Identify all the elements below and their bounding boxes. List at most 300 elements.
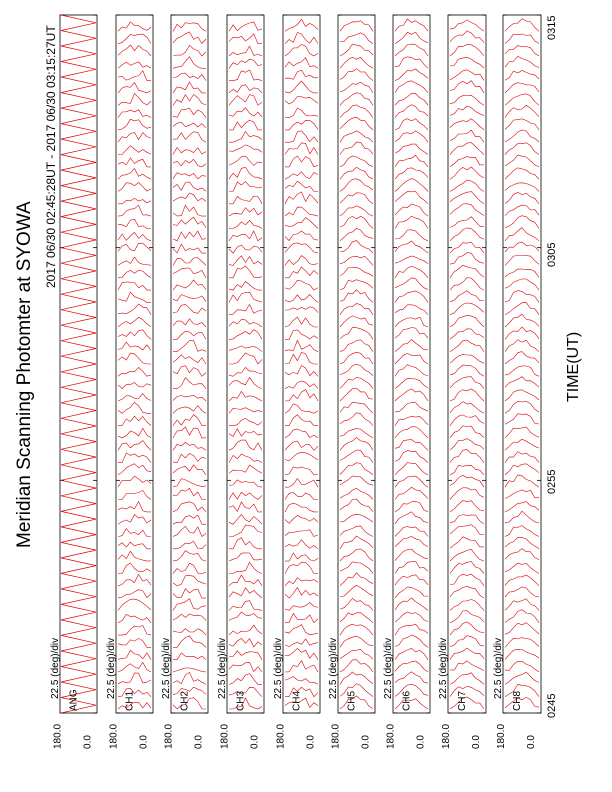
series-line xyxy=(173,73,206,81)
series-line xyxy=(173,304,206,313)
scale-label: 22.5 (deg)/div xyxy=(383,637,394,699)
series-line xyxy=(118,383,151,389)
series-line xyxy=(285,587,318,598)
series-line xyxy=(450,81,484,93)
series-line xyxy=(505,242,539,252)
y-tick-label: 180.0 xyxy=(275,723,287,749)
series-line xyxy=(340,206,373,216)
series-line xyxy=(118,219,151,228)
y-tick-label: 0.0 xyxy=(305,735,317,749)
series-line xyxy=(505,183,539,192)
series-line xyxy=(340,649,373,659)
series-line xyxy=(450,599,484,610)
series-line xyxy=(229,408,262,414)
series-line xyxy=(285,256,318,266)
series-line xyxy=(118,590,151,598)
series-line xyxy=(173,427,206,438)
series-line xyxy=(450,95,484,105)
y-tick-label: 0.0 xyxy=(138,735,150,749)
series-line xyxy=(505,563,539,573)
series-line xyxy=(118,502,151,512)
series-line xyxy=(450,439,484,451)
series-line xyxy=(340,290,373,303)
series-line xyxy=(229,168,262,180)
series-line xyxy=(395,155,428,167)
series-line xyxy=(118,257,151,265)
series-line xyxy=(395,278,428,290)
series-line xyxy=(118,233,151,241)
series-line xyxy=(505,537,539,549)
series-line xyxy=(285,120,318,130)
series-line xyxy=(285,307,318,313)
series-line xyxy=(229,256,262,266)
series-line xyxy=(395,32,428,44)
series-line xyxy=(285,562,318,573)
panel-frame xyxy=(171,15,208,713)
series-line xyxy=(118,146,151,155)
series-line xyxy=(395,451,428,463)
series-line xyxy=(505,303,539,315)
series-line xyxy=(173,453,206,462)
series-line xyxy=(173,108,206,117)
series-line xyxy=(173,502,206,512)
series-line xyxy=(340,33,373,44)
series-line xyxy=(285,503,318,512)
series-line xyxy=(340,82,373,93)
series-line xyxy=(505,427,539,438)
series-line xyxy=(229,525,262,536)
series-line xyxy=(450,661,484,671)
panel-ch2 xyxy=(171,15,208,713)
series-line xyxy=(505,216,539,229)
series-line xyxy=(285,108,318,118)
series-line xyxy=(229,319,262,327)
series-line xyxy=(340,142,373,155)
series-line xyxy=(340,340,373,352)
series-line xyxy=(285,330,318,340)
series-line xyxy=(450,488,484,500)
series-line xyxy=(173,653,206,660)
series-line xyxy=(505,599,539,611)
series-line xyxy=(229,231,262,241)
series-line xyxy=(395,661,428,672)
series-line xyxy=(173,515,206,524)
series-line xyxy=(118,394,151,401)
series-line xyxy=(450,329,484,339)
series-line xyxy=(395,305,428,315)
panel-frame xyxy=(503,15,541,713)
series-line xyxy=(229,663,262,672)
series-line xyxy=(118,198,151,204)
series-line xyxy=(450,611,484,623)
series-line xyxy=(229,368,262,377)
series-line xyxy=(229,282,262,291)
series-line xyxy=(395,291,428,302)
series-line xyxy=(285,33,318,44)
series-line xyxy=(118,453,151,463)
series-line xyxy=(450,315,484,327)
series-line xyxy=(173,396,206,402)
series-line xyxy=(395,168,428,179)
series-line xyxy=(450,291,484,302)
series-line xyxy=(229,562,262,573)
y-tick-label: 0.0 xyxy=(193,735,205,749)
series-line xyxy=(118,638,151,647)
series-line xyxy=(505,452,539,463)
series-line xyxy=(285,390,318,401)
series-line xyxy=(285,231,318,241)
series-line xyxy=(505,94,539,106)
series-line xyxy=(340,613,373,623)
series-line xyxy=(450,265,484,277)
series-line xyxy=(340,256,373,265)
series-line xyxy=(285,677,318,685)
series-line xyxy=(118,416,151,426)
series-line xyxy=(173,173,206,179)
scale-label: 22.5 (deg)/div xyxy=(493,637,504,699)
panel-ang xyxy=(60,15,97,713)
y-tick-label: 180.0 xyxy=(163,723,175,749)
scale-label: 22.5 (deg)/div xyxy=(217,637,228,699)
series-line xyxy=(285,143,318,155)
series-line xyxy=(450,20,484,32)
series-line xyxy=(173,319,206,327)
series-line xyxy=(340,69,373,81)
panel-ch6 xyxy=(393,15,430,713)
series-line xyxy=(505,366,539,376)
series-line xyxy=(450,180,484,192)
series-line xyxy=(395,365,428,377)
series-line xyxy=(505,439,539,450)
series-line xyxy=(340,526,373,536)
series-line xyxy=(173,280,206,290)
series-line xyxy=(340,672,373,684)
series-line xyxy=(505,143,539,155)
x-tick-label: 0255 xyxy=(546,469,558,494)
series-line xyxy=(505,526,539,537)
series-line xyxy=(118,599,151,610)
series-line xyxy=(229,625,262,635)
series-line xyxy=(229,480,262,487)
series-line xyxy=(340,57,373,68)
series-line xyxy=(340,241,373,254)
panel-label: CH2 xyxy=(179,690,191,711)
series-line xyxy=(118,441,151,451)
series-line xyxy=(229,156,262,165)
series-line xyxy=(395,57,428,69)
series-line xyxy=(505,119,539,130)
series-line xyxy=(173,122,206,127)
series-line xyxy=(173,366,206,377)
series-line xyxy=(450,31,484,43)
series-line xyxy=(340,93,373,106)
series-line xyxy=(229,221,262,229)
series-line xyxy=(340,636,373,647)
series-line xyxy=(118,402,151,413)
panel-ch8 xyxy=(503,15,541,713)
series-line xyxy=(505,511,539,523)
series-line xyxy=(505,490,539,499)
panel-frame xyxy=(448,15,486,713)
panel-ch5 xyxy=(338,15,375,713)
panel-label: CH7 xyxy=(457,690,469,711)
series-line xyxy=(450,537,484,549)
series-line xyxy=(340,21,373,32)
series-line xyxy=(505,168,539,179)
series-line xyxy=(395,81,428,93)
series-line xyxy=(340,488,373,499)
series-line xyxy=(118,515,151,525)
y-tick-label: 180.0 xyxy=(330,723,342,749)
series-line xyxy=(505,475,539,487)
series-line xyxy=(173,148,206,155)
series-line xyxy=(450,217,484,228)
chart-subtitle: 2017 06/30 02:45:28UT - 2017 06/30 03:15:27UT xyxy=(44,25,58,288)
series-line xyxy=(340,352,373,364)
series-line xyxy=(229,377,262,388)
series-line xyxy=(450,340,484,352)
series-line xyxy=(285,156,318,167)
series-line xyxy=(118,22,151,32)
series-line xyxy=(61,15,96,713)
series-line xyxy=(395,403,428,412)
series-line xyxy=(229,674,262,685)
y-tick-label: 180.0 xyxy=(495,723,507,749)
series-line xyxy=(285,131,318,142)
series-line xyxy=(450,501,484,512)
series-line xyxy=(450,562,484,574)
series-line xyxy=(229,266,262,278)
series-line xyxy=(450,278,484,291)
series-line xyxy=(450,242,484,253)
series-line xyxy=(173,415,206,426)
series-line xyxy=(395,624,428,635)
series-line xyxy=(118,367,151,376)
series-line xyxy=(340,536,373,549)
series-line xyxy=(340,179,373,192)
series-line xyxy=(505,352,539,364)
series-line xyxy=(229,418,262,425)
series-line xyxy=(118,183,151,192)
series-line xyxy=(450,130,484,142)
series-line xyxy=(505,587,539,597)
y-tick-label: 180.0 xyxy=(219,723,231,749)
series-line xyxy=(505,105,539,117)
series-line xyxy=(173,488,206,499)
series-line xyxy=(340,463,373,475)
series-line xyxy=(118,158,151,167)
scale-label: 22.5 (deg)/div xyxy=(328,637,339,699)
series-line xyxy=(173,599,206,611)
series-line xyxy=(395,463,428,475)
series-line xyxy=(395,635,428,647)
series-line xyxy=(118,476,151,487)
series-line xyxy=(395,648,428,659)
series-line xyxy=(229,502,262,512)
series-line xyxy=(173,258,206,266)
series-line xyxy=(505,649,539,659)
series-line xyxy=(450,574,484,586)
series-line xyxy=(285,172,318,179)
series-line xyxy=(505,56,539,67)
series-line xyxy=(118,464,151,475)
y-tick-label: 0.0 xyxy=(471,735,483,749)
series-line xyxy=(173,82,206,93)
series-line xyxy=(173,378,206,389)
series-line xyxy=(118,110,151,118)
series-line xyxy=(450,525,484,535)
series-line xyxy=(340,499,373,512)
panel-label: CH3 xyxy=(235,690,247,711)
series-line xyxy=(505,205,539,216)
series-line xyxy=(229,651,262,660)
series-line xyxy=(505,623,539,635)
series-line xyxy=(285,613,318,622)
panel-label: CH8 xyxy=(512,690,524,711)
series-line xyxy=(285,207,318,216)
series-line xyxy=(505,661,539,672)
series-line xyxy=(118,169,151,180)
series-line xyxy=(118,282,151,290)
series-line xyxy=(395,192,428,204)
series-line xyxy=(173,636,206,648)
panel-group xyxy=(50,15,541,749)
series-line xyxy=(229,346,262,352)
series-line xyxy=(173,668,206,672)
series-line xyxy=(340,450,373,463)
series-line xyxy=(450,450,484,463)
series-line xyxy=(395,476,428,487)
series-line xyxy=(229,553,262,561)
series-line xyxy=(505,377,539,388)
series-line xyxy=(285,553,318,561)
series-line xyxy=(450,636,484,647)
series-line xyxy=(505,279,539,290)
series-line xyxy=(285,192,318,204)
series-line xyxy=(229,22,262,31)
series-line xyxy=(173,614,206,621)
series-line xyxy=(450,622,484,635)
series-line xyxy=(505,390,539,401)
series-line xyxy=(450,377,484,389)
series-line xyxy=(450,648,484,660)
series-line xyxy=(118,34,151,44)
series-line xyxy=(285,661,318,672)
y-tick-label: 180.0 xyxy=(108,723,120,749)
series-line xyxy=(229,34,262,44)
series-line xyxy=(173,672,206,684)
series-line xyxy=(450,167,484,179)
series-line xyxy=(395,44,428,56)
series-line xyxy=(118,317,151,327)
series-line xyxy=(285,452,318,460)
series-line xyxy=(395,527,428,537)
series-line xyxy=(229,575,262,586)
series-line xyxy=(229,208,262,216)
series-line xyxy=(505,70,539,80)
series-line xyxy=(450,465,484,475)
series-line xyxy=(395,179,428,192)
series-line xyxy=(173,576,206,586)
series-line xyxy=(118,62,151,68)
x-tick-label: 0245 xyxy=(546,693,558,718)
series-line xyxy=(285,404,318,413)
series-line xyxy=(285,44,318,56)
series-line xyxy=(340,267,373,276)
series-line xyxy=(229,46,262,56)
series-line xyxy=(395,230,428,241)
series-line xyxy=(450,549,484,561)
series-line xyxy=(395,241,428,253)
series-line xyxy=(229,465,262,473)
series-line xyxy=(450,402,484,414)
series-line xyxy=(173,295,206,302)
series-line xyxy=(340,660,373,672)
series-line xyxy=(505,155,539,167)
series-line xyxy=(173,193,206,202)
series-line xyxy=(450,106,484,116)
series-line xyxy=(173,541,206,549)
series-line xyxy=(450,143,484,155)
series-line xyxy=(505,638,539,648)
series-line xyxy=(450,70,484,81)
series-line xyxy=(285,381,318,389)
series-line xyxy=(505,575,539,586)
y-tick-label: 0.0 xyxy=(82,735,94,749)
panel-label: CH6 xyxy=(401,690,413,711)
panel-frame xyxy=(393,15,430,713)
series-line xyxy=(118,574,151,585)
chart-title: Meridian Scanning Photomter at SYOWA xyxy=(14,201,35,548)
series-line xyxy=(450,57,484,68)
series-line xyxy=(340,117,373,130)
series-line xyxy=(173,57,206,69)
series-line xyxy=(340,193,373,204)
series-line xyxy=(395,549,428,560)
series-line xyxy=(229,515,262,525)
series-line xyxy=(285,415,318,426)
series-line xyxy=(340,476,373,485)
series-line xyxy=(505,401,539,413)
series-line xyxy=(395,105,428,118)
series-line xyxy=(285,352,318,364)
series-line xyxy=(450,365,484,376)
series-line xyxy=(505,291,539,303)
series-line xyxy=(118,270,151,278)
series-line xyxy=(173,132,206,142)
series-line xyxy=(395,93,428,105)
series-line xyxy=(173,465,206,475)
series-line xyxy=(395,575,428,585)
series-line xyxy=(229,391,262,401)
series-line xyxy=(395,204,428,216)
series-line xyxy=(395,378,428,388)
series-line xyxy=(229,538,262,549)
series-line xyxy=(285,479,318,488)
series-line xyxy=(285,97,318,105)
series-line xyxy=(505,502,539,512)
series-line xyxy=(395,598,428,611)
series-line xyxy=(285,625,318,635)
panel-ch4 xyxy=(283,15,320,713)
series-line xyxy=(285,70,318,79)
series-line xyxy=(450,303,484,315)
series-line xyxy=(395,328,428,339)
series-line xyxy=(340,280,373,290)
series-line xyxy=(340,388,373,401)
series-line xyxy=(450,45,484,56)
series-line xyxy=(340,624,373,635)
